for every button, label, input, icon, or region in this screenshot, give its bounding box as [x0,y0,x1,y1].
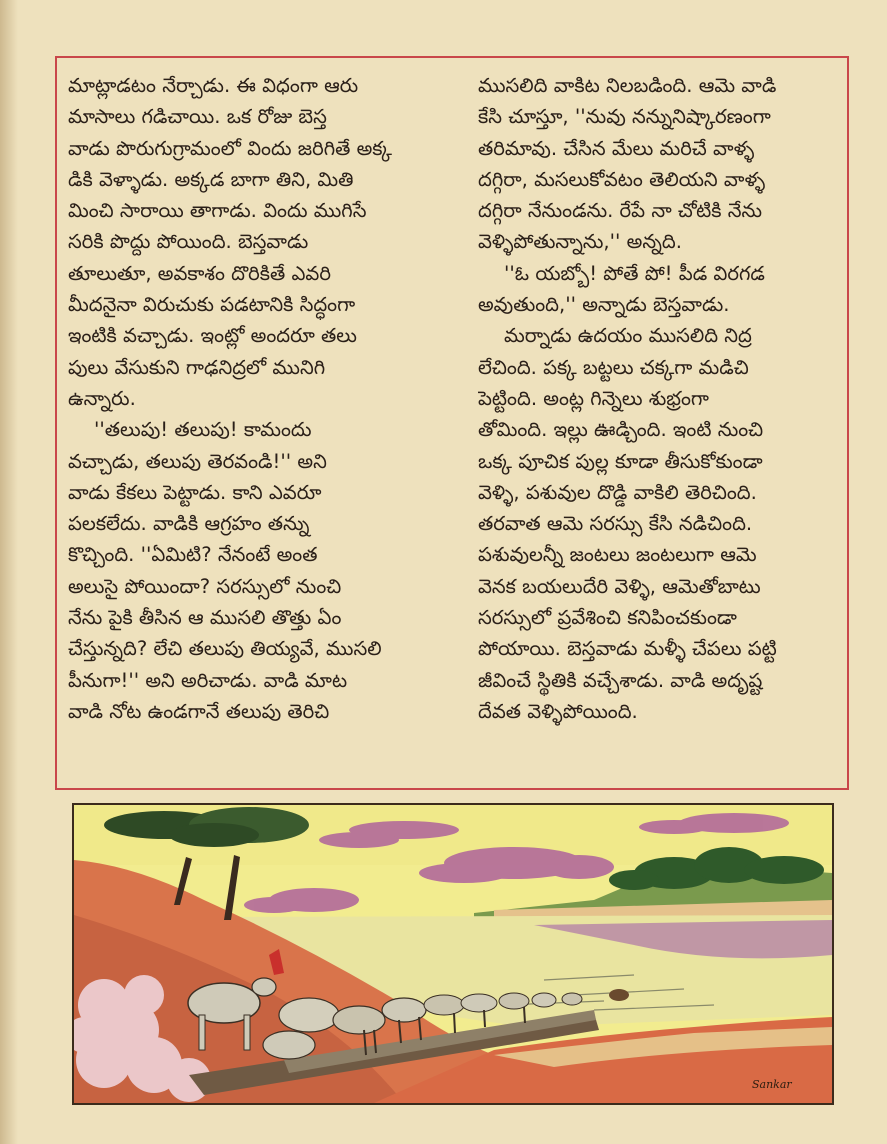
text-line: మించి సారాయి తాగాడు. విందు ముగిసే [68,199,367,223]
text-line: దగ్గిరా, మసలుకోవటం తెలియని వాళ్ళ [478,167,766,191]
text-line: మాసాలు గడిచాయి. ఒక రోజు బెస్త [68,105,327,129]
text-line: ఉన్నారు. [68,386,136,410]
text-line: ముసలిది వాకిట నిలబడింది. ఆమె వాడి [478,74,777,97]
text-line: నేను పైకి తీసిన ఆ ముసలి తొత్తు ఏం [68,606,342,630]
text-line: మీదనైనా విరుచుకు పడటానికి సిద్ధంగా [68,293,356,317]
text-line: జీవించే స్థితికి వచ్చేశాడు. వాడి అదృష్ట [478,668,763,692]
text-line: వెళ్ళి, పశువుల దొడ్డి వాకిలి తెరిచింది. [478,480,757,504]
text-line: వెనక బయలుదేరి వెళ్ళి, ఆమెతోబాటు [478,574,761,598]
text-line: సరస్సులో ప్రవేశించి కనిపించకుండా [478,606,737,630]
text-line: పోయాయి. బెస్తవాడు మళ్ళీ చేపలు పట్టి [478,637,777,661]
swimmer-figure [609,989,629,1001]
text-line: పెట్టింది. అంట్ల గిన్నెలు శుభ్రంగా [478,386,709,410]
text-line: చేస్తున్నది? లేచి తలుపు తియ్యవే, ముసలి [68,637,382,661]
text-line: పలకలేదు. వాడికి ఆగ్రహం తన్ను [68,512,310,536]
left-text-column [68,70,450,727]
text-line: పీనుగా!'' అని అరిచాడు. వాడి మాట [68,668,348,692]
text-line: అలుసై పోయిందా? సరస్సులో నుంచి [68,574,342,598]
text-line: తోమింది. ఇల్లు ఊడ్చింది. ఇంటి నుంచి [478,418,764,442]
text-line: కేసి చూస్తూ, ''నువు నన్నునిష్కారణంగా [478,105,771,129]
text-line: తరవాత ఆమె సరస్సు కేసి నడిచింది. [478,512,753,536]
text-line: అవుతుంది,'' అన్నాడు బెస్తవాడు. [478,293,730,317]
text-line: డికి వెళ్ళాడు. అక్కడ బాగా తిని, మితి [68,167,354,191]
text-line: పశువులన్నీ జంటలు జంటలుగా ఆమె [478,543,757,567]
text-line: తూలుతూ, అవకాశం దొరికితే ఎవరి [68,261,331,285]
text-line: కొచ్చింది. ''ఏమిటి? నేనంటే అంత [68,543,318,567]
artist-signature: Sankar [752,1078,792,1091]
text-line: ''ఓ యబ్బో! పోతే పో! పీడ విరగడ [504,261,765,285]
text-line: లేచింది. పక్క బట్టలు చక్కగా మడిచి [478,355,749,379]
text-line: ''తలుపు! తలుపు! కామందు [94,418,312,442]
text-line: సరికి పొద్దు పోయింది. బెస్తవాడు [68,230,309,254]
text-line: ఒక్క పూచిక పుల్ల కూడా తీసుకోకుండా [478,449,763,473]
text-line: వాడి నోట ఉండగానే తలుపు తెరిచి [68,699,330,723]
text-line: మాట్లాడటం నేర్చాడు. ఈ విధంగా ఆరు [68,74,359,97]
text-line: వచ్చాడు, తలుపు తెరవండి!'' అని [68,449,327,473]
text-line: వెళ్ళిపోతున్నాను,'' అన్నది. [478,230,682,254]
lake-cattle-scene [74,805,832,1103]
text-line: వాడు కేకలు పెట్టాడు. కాని ఎవరూ [68,480,322,504]
text-line: వాడు పొరుగుగ్రామంలో విందు జరిగితే అక్క [68,136,392,160]
story-illustration [72,803,834,1105]
text-line: దగ్గిరా నేనుండను. రేపే నా చోటికి నేను [478,199,762,223]
text-line: దేవత వెళ్ళిపోయింది. [478,699,638,723]
text-line: పులు వేసుకుని గాఢనిద్రలో మునిగి [68,355,326,379]
text-line: మర్నాడు ఉదయం ముసలిది నిద్ర [504,324,752,348]
right-text-column [478,70,840,727]
text-line: ఇంటికి వచ్చాడు. ఇంట్లో అందరూ తలు [68,324,357,348]
page-binding-shadow [0,0,18,1144]
text-line: తరిమావు. చేసిన మేలు మరిచే వాళ్ళ [478,136,755,160]
